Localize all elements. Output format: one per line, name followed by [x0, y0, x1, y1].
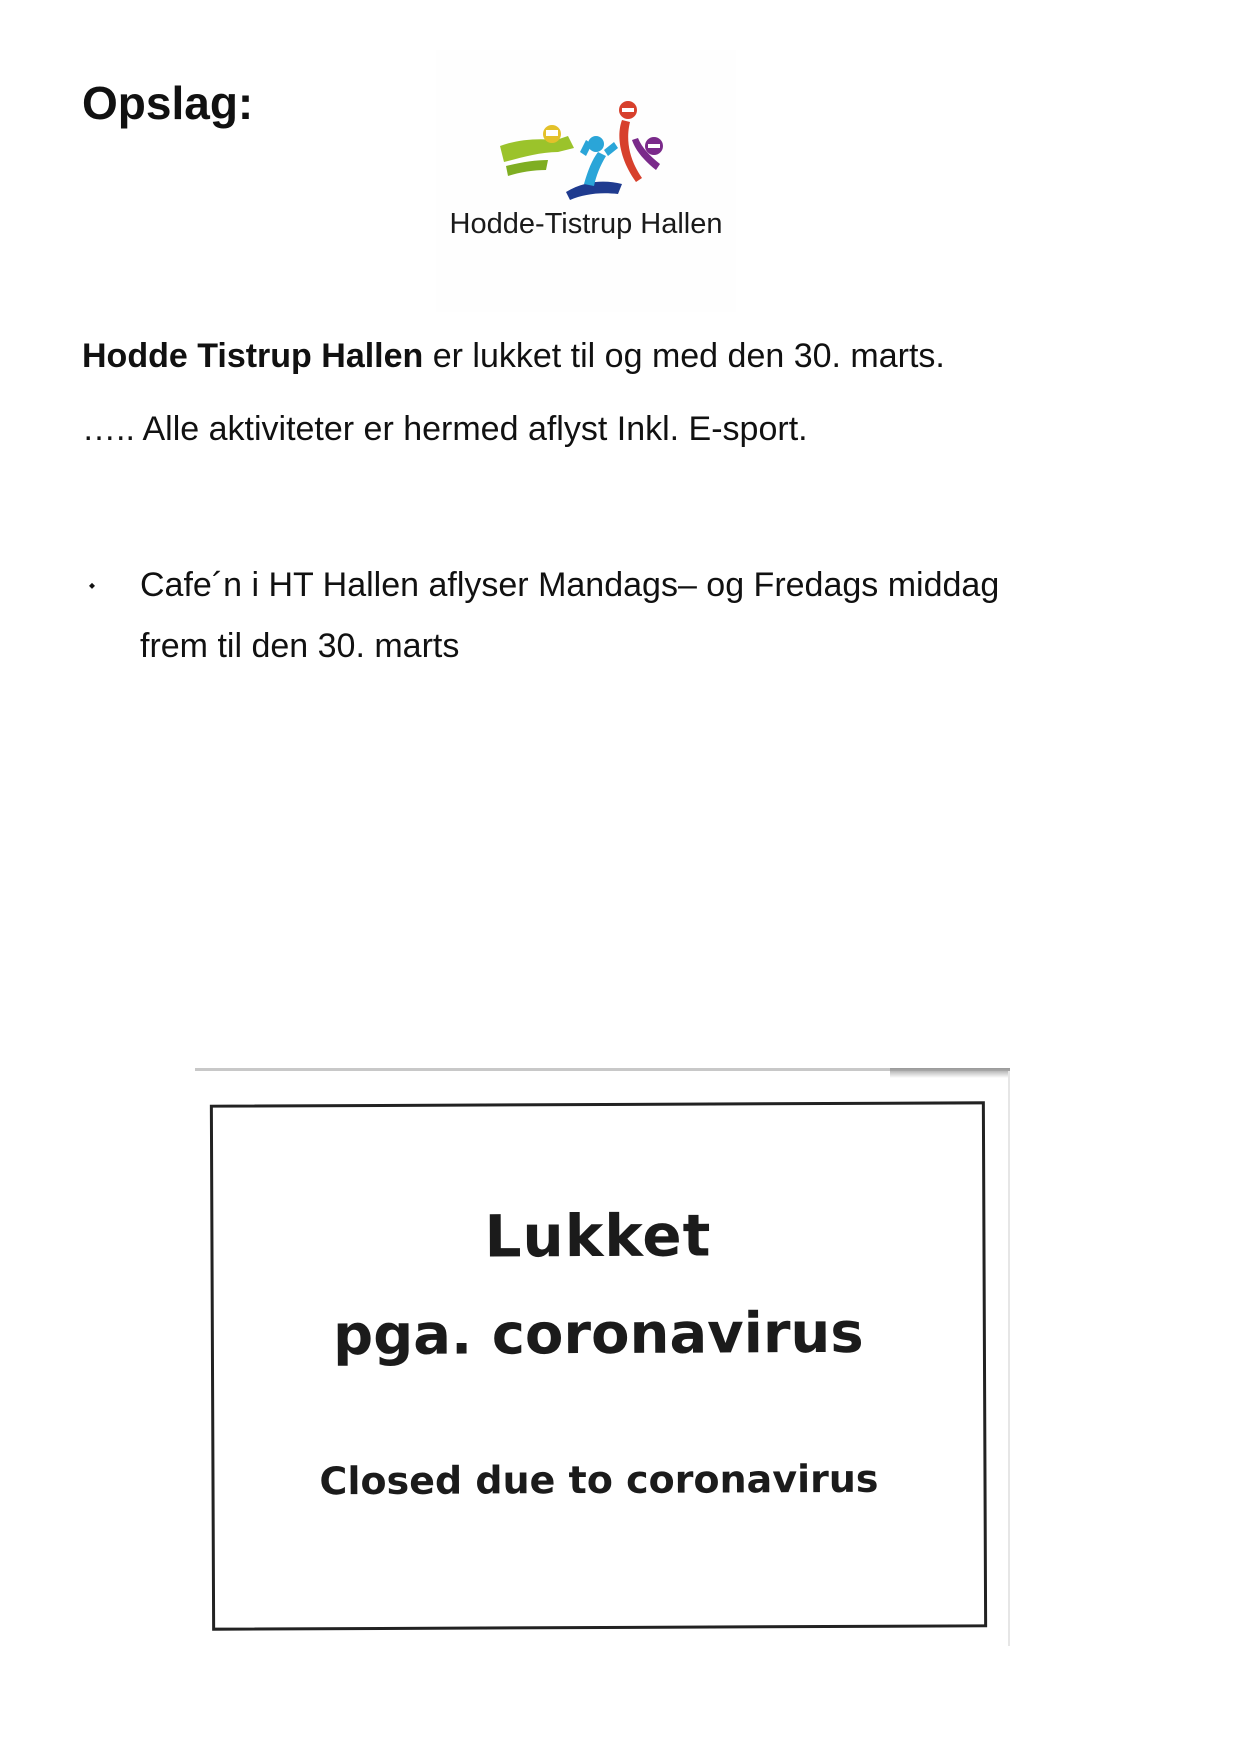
closure-notice-text: er lukket til og med den 30. marts. [423, 337, 945, 375]
scan-edge [1008, 1071, 1010, 1646]
logo-text: Hodde-Tistrup Hallen [449, 208, 723, 240]
logo-figures-icon [496, 100, 676, 205]
closure-notice [82, 336, 945, 377]
page-heading: Opslag: [82, 77, 254, 129]
hall-name: Hodde Tistrup Hallen [82, 337, 424, 375]
cafe-notice-line-2: frem til den 30. marts [140, 627, 460, 665]
sign-title: Lukket [484, 1201, 712, 1271]
scanned-sign-image [195, 1068, 1010, 1651]
sign-subtitle: pga. coronavirus [332, 1300, 864, 1369]
cafe-notice-line-1: Cafe´n i HT Hallen aflyser Mandags– og Fredags middag [140, 566, 1000, 604]
scan-shadow [890, 1068, 1010, 1078]
closed-sign [210, 1101, 987, 1630]
activities-cancelled-notice: ….. Alle aktiviteter er hermed aflyst Inkl. E-sport. [82, 410, 808, 448]
hodde-tistrup-hallen-logo [436, 50, 736, 312]
sign-english-text: Closed due to coronavirus [319, 1456, 879, 1504]
bullet-icon: ⬩ [88, 575, 96, 595]
cafe-notice-text [140, 555, 1140, 677]
